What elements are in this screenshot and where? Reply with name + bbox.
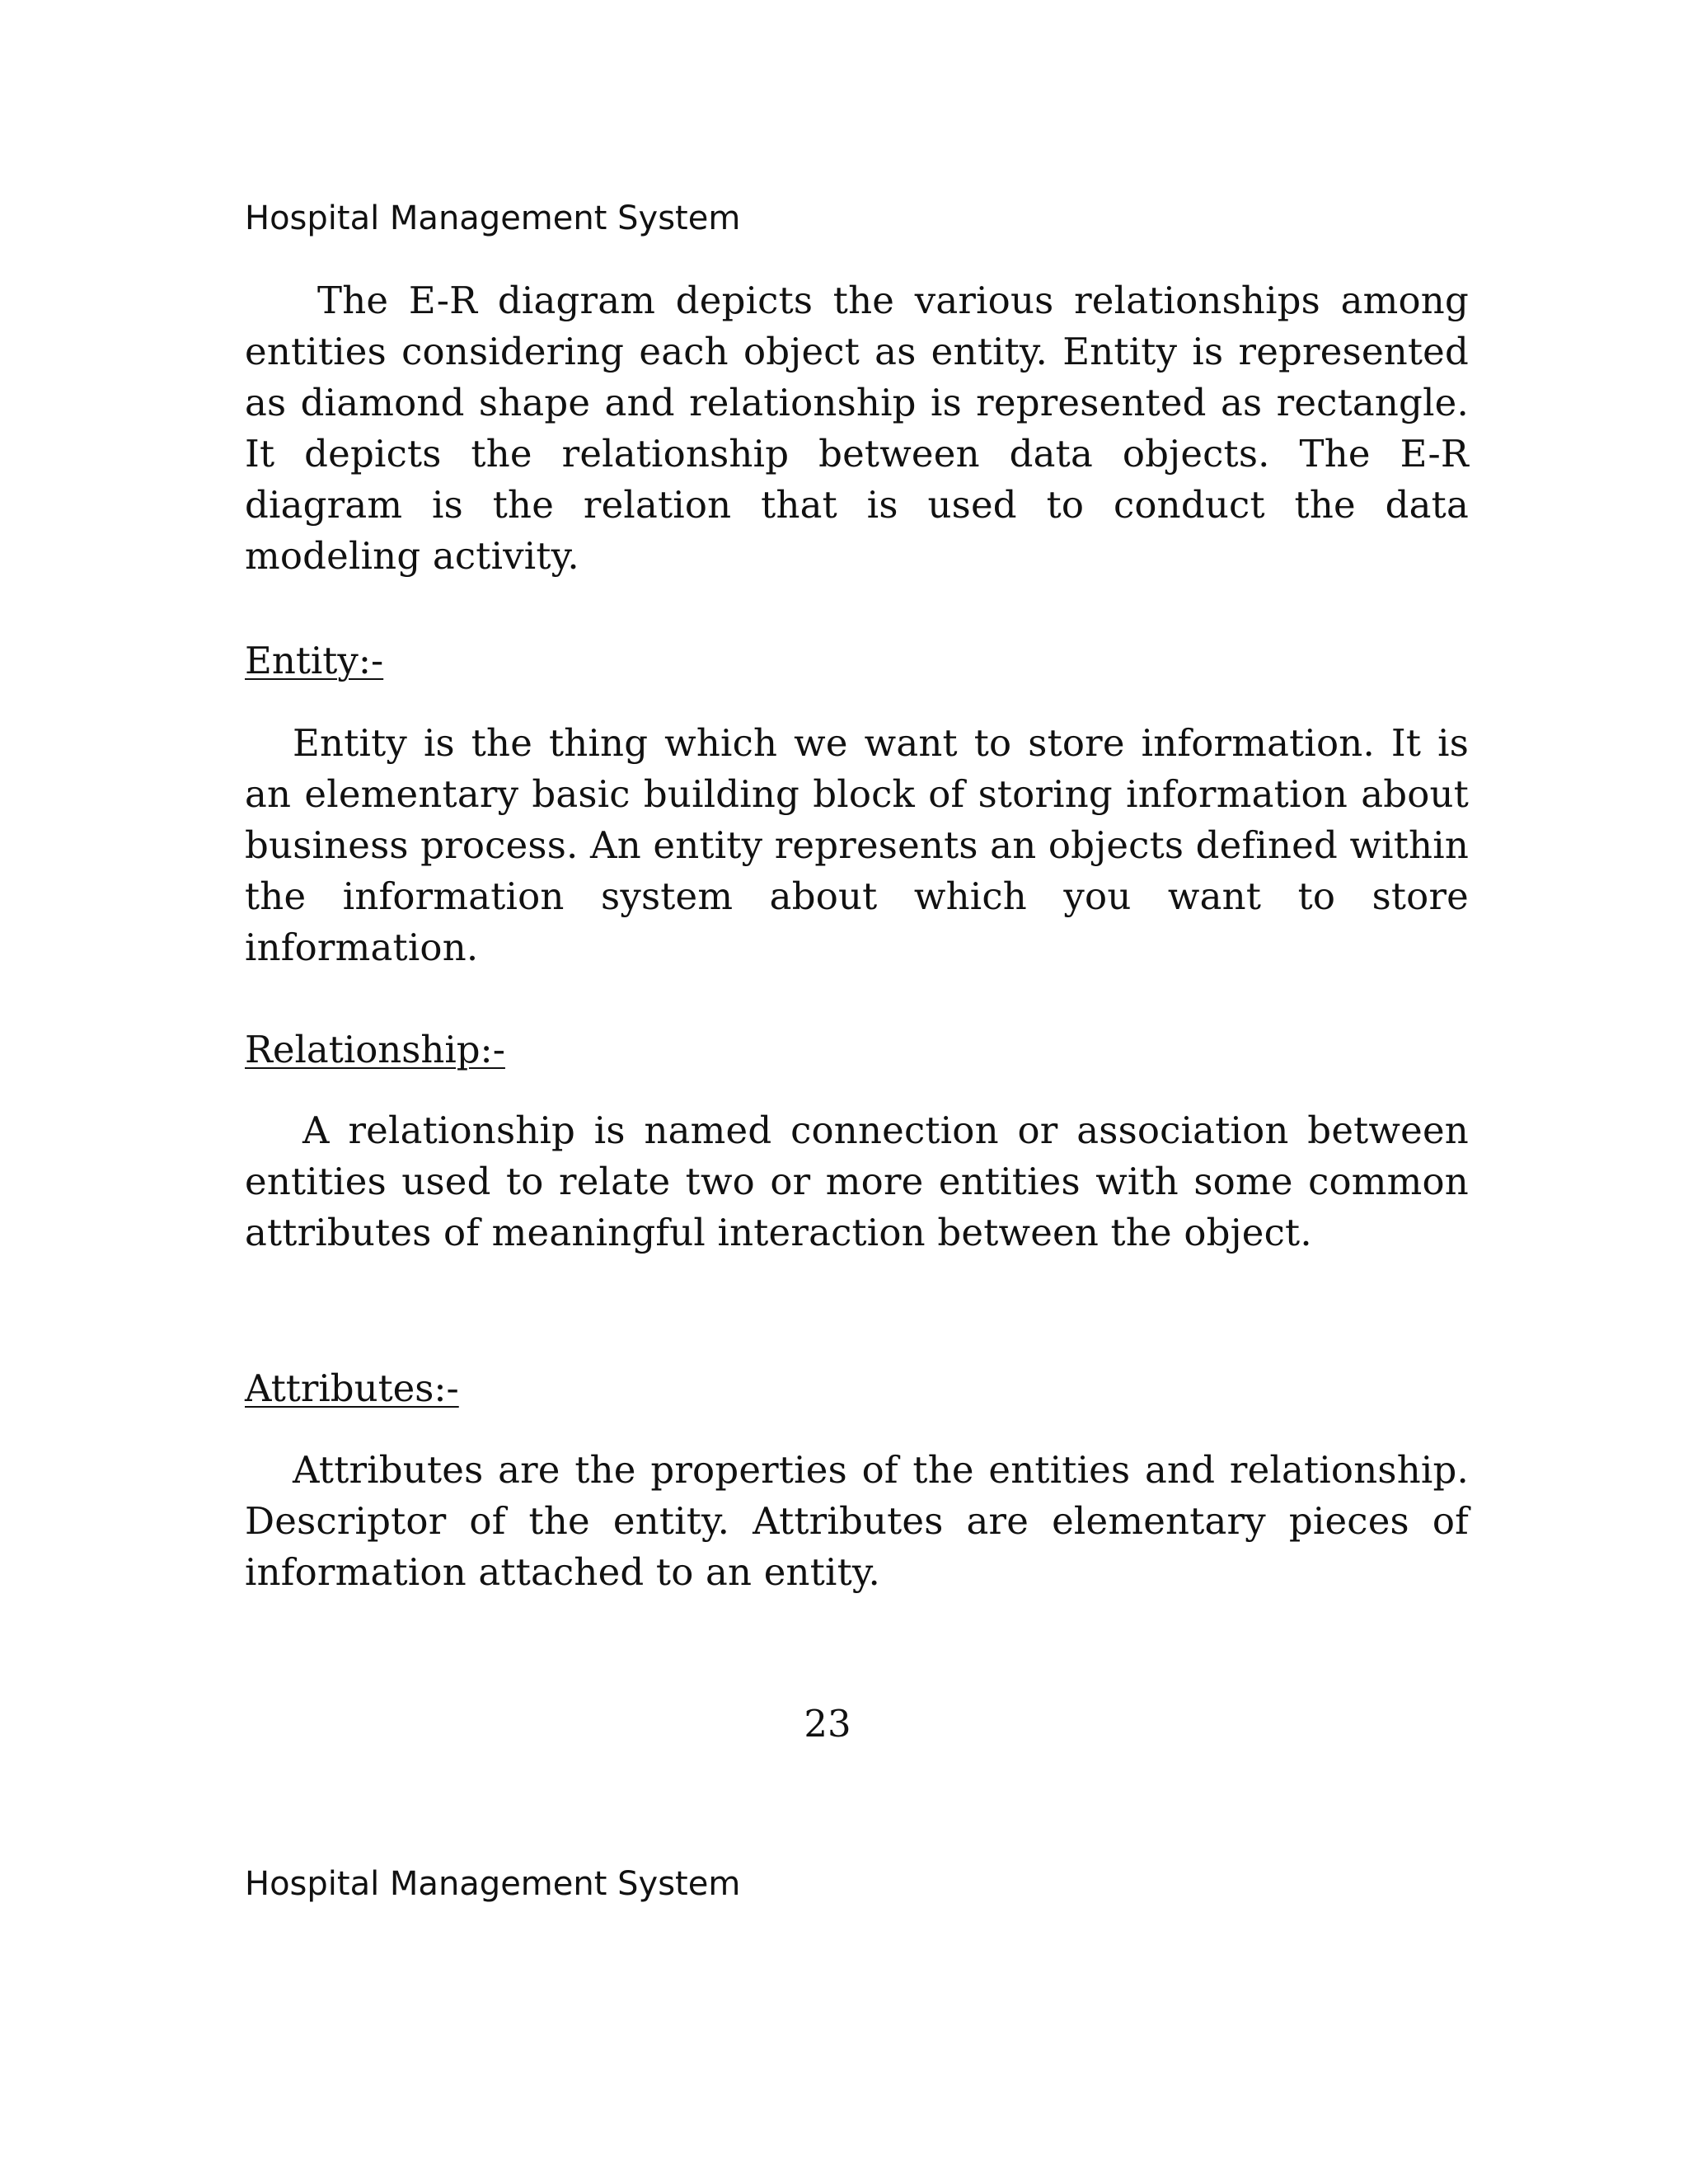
intro-paragraph: The E-R diagram depicts the various relationships among entities considering each object as entity. Entity is represented as diamond shape and relationship is represented as rectangle. It depicts the relationship between data objects. The E-R diagram is the relation that is used to conduct the data modeling activity. [245,279,1469,578]
section-body-relationship: A relationship is named connection or association between entities used to relate two or more entities with some common attributes of meaningful interaction between the object. [245,1108,1469,1254]
page-number: 23 [804,1702,851,1746]
section-body-attributes: Attributes are the properties of the entities and relationship. Descriptor of the entity. Attributes are elementary pieces of information attached to an entity. [245,1448,1469,1594]
section-body-entity: Entity is the thing which we want to store information. It is an elementary basic building block of storing information about business process. An entity represents an objects defined within the information system about which you want to store information. [245,721,1470,969]
section-heading-relationship: Relationship:- [245,1028,505,1071]
running-header: Hospital Management System [245,199,741,237]
section-heading-entity: Entity:- [245,639,384,682]
next-page-running-header: Hospital Management System [245,1865,741,1903]
section-heading-attributes: Attributes:- [245,1366,459,1410]
